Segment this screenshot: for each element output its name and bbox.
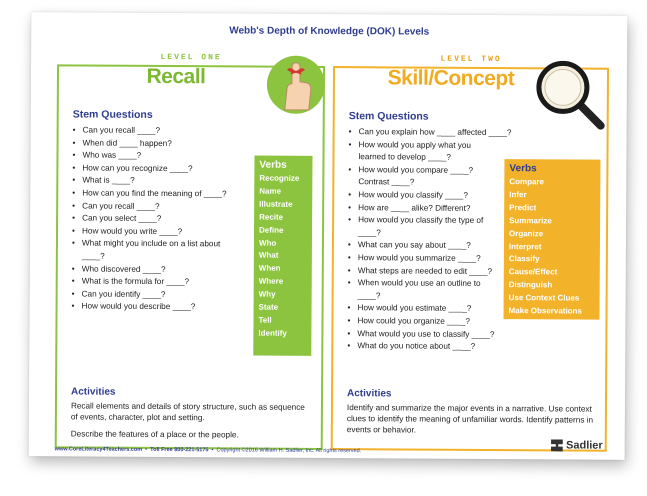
verb-item: Why [258, 289, 276, 299]
footer-phone: Toll Free 800-221-5175 [150, 446, 209, 454]
level-two-activities [347, 402, 595, 443]
list-item: • How would you apply what you learned to develop ____? [348, 139, 478, 165]
level-two-title: Skill/Concept [387, 66, 515, 91]
verb-item: Recognize [259, 173, 300, 183]
list-item: • Can you recall ____? [73, 124, 233, 138]
verb-item: State [258, 302, 279, 312]
verb-item: Recite [259, 212, 284, 222]
level-two-stem-heading: Stem Questions [348, 110, 429, 123]
page-title: Webb's Depth of Knowledge (DOK) Levels [229, 25, 430, 38]
level-two-verbs-box [503, 159, 600, 320]
list-item: • Who was ____? [72, 150, 232, 164]
sadlier-logo-icon [551, 439, 563, 451]
list-item: • How are ____ alike? Different? [348, 202, 511, 216]
verb-item: Summarize [509, 215, 552, 226]
list-item: • How would you write ____? [72, 225, 232, 239]
verb-item: Organize [508, 228, 544, 238]
list-item: • How would you classify ____? [348, 189, 511, 203]
activity-text: Describe the features of a place or the people. [70, 429, 239, 440]
level-one-stem-heading: Stem Questions [72, 108, 153, 121]
list-item: • How would you compare ____? Contrast ____? [348, 164, 478, 190]
level-one-panel [55, 52, 325, 450]
activity-text: Recall elements and details of story structure, such as sequence of events, character, plot and setting. [70, 401, 305, 423]
level-two-tag: LEVEL TWO [440, 54, 502, 65]
brand-name: Sadlier [566, 439, 603, 452]
list-item: • What would you use to classify ____? [347, 328, 510, 342]
verb-item: Make Observations [508, 306, 582, 316]
verb-item: Cause/Effect [508, 267, 558, 277]
verb-item: Identify [258, 328, 287, 338]
verb-item: Classify [508, 254, 540, 264]
list-item: • How can you find the meaning of ____? [72, 187, 232, 201]
verb-item: When [258, 263, 281, 274]
level-one-activities [71, 400, 311, 446]
footer-site: www.CoreLiteracy4Teachers.com [54, 446, 143, 453]
list-item: • When would you use an outline to ____? [348, 277, 488, 303]
list-item: • Can you identify ____? [72, 288, 232, 302]
list-item: • Can you select ____? [72, 213, 232, 227]
footer-copyright: Copyright ©2016 William H. Sadlier, Inc. All rights reserved. [216, 447, 362, 455]
verb-item: Define [259, 225, 284, 235]
list-item: • How would you summarize ____? [348, 252, 511, 266]
verb-item: Predict [509, 202, 537, 213]
list-item: • What can you say about ____? [348, 239, 511, 253]
verb-item: Interpret [508, 241, 542, 251]
list-item: • How would you estimate ____? [348, 302, 511, 316]
list-item: • Can you recall ____? [72, 200, 232, 214]
verbs-heading: Verbs [259, 159, 287, 171]
list-item: • What is ____? [72, 175, 232, 189]
list-item: • How would you classify the type of ____? [348, 214, 488, 240]
level-two-activities-heading: Activities [347, 388, 392, 400]
list-item: • How can you recognize ____? [72, 162, 232, 176]
level-one-tag: LEVEL ONE [160, 52, 222, 63]
brand-logo [551, 439, 603, 451]
level-one-questions [72, 124, 233, 314]
list-item: • What might you include on a list about ____? [72, 238, 232, 264]
list-item: • Can you explain how ____ affected ____? [349, 126, 512, 140]
level-one-activities-heading: Activities [71, 386, 116, 398]
worksheet [29, 12, 628, 460]
list-item: • Who discovered ____? [72, 263, 232, 277]
level-one-title: Recall [146, 64, 206, 89]
verb-item: Infer [509, 190, 527, 200]
list-item: • What steps are needed to edit ____? [348, 265, 511, 279]
list-item: • What is the formula for ____? [72, 276, 232, 290]
level-two-questions [347, 126, 511, 354]
list-item: • How would you describe ____? [72, 301, 232, 315]
list-item: • What do you notice about ____? [347, 340, 510, 354]
verb-item: Where [258, 276, 284, 286]
footer: www.CoreLiteracy4Teachers.com • Toll Free 800-221-5175 • Copyright ©2016 William H. Sadlier, Inc. All rights reserved. [54, 446, 362, 455]
verb-item: Tell [258, 315, 272, 325]
verb-item: Name [259, 186, 282, 196]
verb-item: Compare [509, 177, 545, 187]
verb-item: Illustrate [259, 199, 293, 209]
verb-item: Who [258, 238, 277, 248]
verb-item: Distinguish [508, 280, 553, 290]
level-two-panel [331, 54, 609, 452]
list-item: • How could you organize ____? [347, 315, 510, 329]
verb-item: Use Context Clues [508, 293, 580, 303]
list-item: • When did ____ happen? [73, 137, 233, 151]
level-one-verbs-box [253, 156, 312, 356]
verb-item: What [258, 251, 279, 261]
magnifying-glass-icon [533, 57, 607, 131]
verbs-heading: Verbs [509, 163, 537, 175]
activity-text: Identify and summarize the major events in a narrative. Use context clues to identify the meaning of unfamiliar words. Identify patterns in events or behavior. [346, 403, 594, 435]
